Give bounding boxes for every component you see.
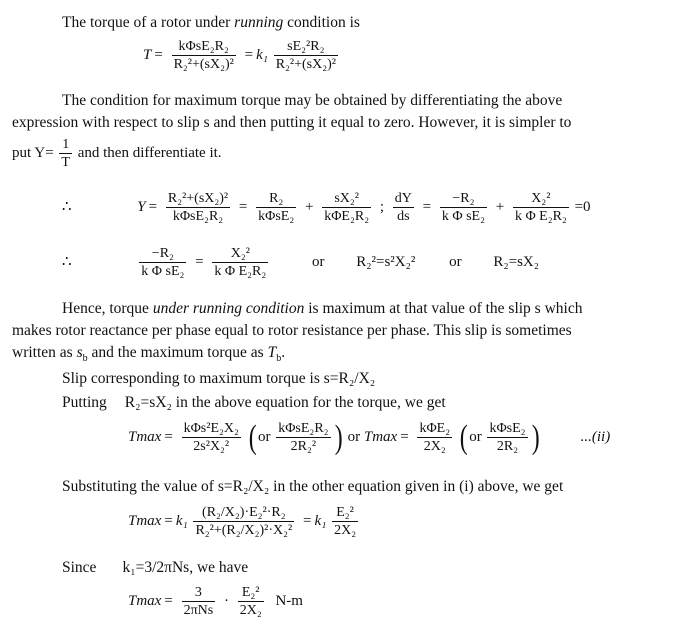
or-word: or [312, 253, 325, 270]
fraction-denominator: kΦsE₂ [258, 209, 295, 224]
fraction-numerator: kΦE₂ [419, 421, 451, 436]
torque-fraction-2 [274, 38, 338, 73]
fraction-denominator: 2s²X₂² [193, 439, 230, 454]
y-symbol: Y [137, 198, 146, 215]
fraction-numerator: kΦsE₂R₂ [278, 421, 329, 436]
reciprocal-fraction [59, 136, 72, 171]
or-word: or [347, 428, 361, 445]
max-torque-sentence-2: expression with respect to slip s and then putting it equal to zero. However, it is simpler to [12, 114, 572, 131]
putting-word: Putting [62, 394, 107, 411]
fraction-denominator: R₂²+(R₂/X₂)²·X₂² [195, 523, 293, 538]
y-fraction-3 [322, 190, 371, 225]
fraction-denominator: k Φ E₂R₂ [514, 209, 567, 224]
tmax-fraction-4 [487, 420, 527, 455]
constant-k1: k₁ [175, 512, 188, 529]
fraction-numerator: kΦsE₂ [489, 421, 526, 436]
y-fraction-1 [166, 190, 230, 225]
condition-equation: ∴ $\frac{\text{−R₂}}{\text{k Φ sE₂}}$ = $\frac{\text{X₂²}}{\text{k Φ E₂R₂}}$ or R₂²=s²X₂² or R₂=sX₂ [62, 246, 539, 279]
fraction-numerator: sX₂² [322, 190, 371, 208]
put-y-text-end: and then differentiate it. [77, 144, 222, 161]
therefore-symbol: ∴ [62, 198, 72, 215]
fraction-denominator: 2R₂² [290, 439, 317, 454]
fraction-denominator: kΦsE₂R₂ [172, 209, 224, 224]
fraction-numerator: sE₂²R₂ [274, 38, 338, 56]
tmax-symbol: Tmax [128, 428, 162, 445]
putting-line [62, 394, 446, 412]
intro-emphasis: running [234, 14, 284, 31]
period: . [281, 344, 286, 361]
fraction-numerator: −R₂ [139, 245, 186, 263]
fraction-numerator: kΦsE₂R₂ [172, 38, 236, 56]
fraction-denominator: 2πNs [183, 603, 214, 618]
written-as-text: written as [12, 344, 77, 361]
hence-sentence-3 [12, 344, 285, 368]
fraction-denominator: R₂²+(sX₂)² [173, 57, 234, 72]
hence-sentence-2: makes rotor reactance per phase equal to rotor resistance per phase. This slip is sometimes [12, 322, 572, 339]
tmax-long-fraction [193, 504, 294, 539]
therefore-symbol: ∴ [62, 253, 72, 270]
hence-sentence-1 [62, 300, 582, 318]
fraction-numerator: (R₂/X₂)·E₂²·R₂ [193, 504, 294, 522]
fraction-denominator: 2X₂ [423, 439, 446, 454]
tmax-fraction-3 [417, 420, 452, 455]
final-fraction-2 [238, 584, 264, 619]
put-y-text: put Y= [12, 144, 54, 161]
tmax-substituted-equation: Tmax = k₁ $\frac{\text{(R₂/X₂)·E₂²·R₂}}{\text{R₂²+(R₂/X₂)²·X₂²}}$ = k₁ $\frac{\text{E₂²}}{\text{2X₂}}$ [128, 505, 357, 538]
fraction-denominator: k Φ sE₂ [441, 209, 485, 224]
dy-ds-fraction [393, 190, 414, 225]
put-y-sentence [12, 136, 222, 171]
final-fraction-1 [182, 584, 216, 619]
condition-fraction-2 [212, 245, 268, 280]
putting-text: R₂=sX₂ in the above equation for the torque, we get [124, 394, 446, 411]
fraction-numerator: 3 [182, 584, 216, 602]
written-as-mid: and the maximum torque as [87, 344, 268, 361]
tmax-short-fraction [332, 504, 358, 539]
intro-text-end: condition is [283, 14, 360, 31]
equals-zero: =0 [574, 198, 591, 215]
torque-equation: T = $\frac{\text{kΦsE₂R₂}}{\text{R₂²+(sX₂)²}}$ = k₁ $\frac{\text{sE₂²R₂}}{\text{R₂²+(sX₂)²}}$ [143, 39, 336, 72]
tmax-equation-ii: Tmax = $\frac{\text{kΦs²E₂X₂}}{\text{2s²X₂²}}$ ( or $\frac{\text{kΦsE₂R₂}}{\text{2R₂²}}$ ) or Tmax = $\frac{\text{kΦE₂}}{\text{2X₂}}$ ( or $\frac{\text{kΦsE₂}}{\text{2R₂}}$ ) ...(ii) [128, 418, 611, 456]
torque-b-symbol: T [267, 344, 277, 361]
tmax-symbol: Tmax [128, 512, 162, 529]
tmax-symbol: Tmax [363, 428, 398, 445]
hence-text: Hence, torque [62, 300, 153, 317]
dy-fraction-2 [513, 190, 569, 225]
tmax-final-equation: Tmax = $\frac{3}{\text{2πNs}}$ · $\frac{\text{E₂²}}{\text{2X₂}}$ N-m [128, 585, 303, 618]
since-line [62, 559, 248, 577]
fraction-numerator: E₂² [332, 504, 358, 522]
intro-text: The torque of a rotor under [62, 14, 235, 31]
fraction-numerator: R₂²+(sX₂)² [167, 191, 229, 206]
fraction-numerator: −R₂ [440, 190, 487, 208]
y-fraction-2 [256, 190, 296, 225]
torque-symbol: T [143, 46, 152, 63]
fraction-denominator: R₂²+(sX₂)² [275, 57, 336, 72]
fraction-denominator: k Φ sE₂ [141, 264, 185, 279]
torque-fraction-1 [172, 38, 236, 73]
constant-k1: k₁ [256, 46, 268, 63]
equation-tag: ...(ii) [580, 428, 611, 445]
separator: ; [379, 199, 385, 215]
tmax-symbol: Tmax [128, 592, 162, 609]
tmax-fraction-1 [182, 420, 241, 455]
derivative-equation: ∴ Y = $\frac{\text{R₂²+(sX₂)²}}{\text{kΦsE₂R₂}}$ = $\frac{\text{R₂}}{\text{kΦsE₂}}$ + $\frac{\text{sX₂²}}{\text{kΦE₂R₂}}$ ; $\frac{dY}{ds}$ = $\frac{\text{−R₂}}{\text{k Φ sE₂}}$ + $\frac{\text{X₂²}}{\text{k Φ E₂R₂}}$ =0 [62, 191, 591, 224]
fraction-denominator: ds [397, 209, 410, 224]
fraction-numerator: E₂² [238, 584, 264, 602]
fraction-denominator: T [61, 155, 70, 170]
max-torque-sentence-1: The condition for maximum torque may be obtained by differentiating the above [62, 92, 563, 109]
or-word: or [469, 428, 482, 445]
torque-subscript: b [276, 353, 282, 365]
fraction-denominator: k Φ E₂R₂ [214, 264, 267, 279]
fraction-denominator: kΦE₂R₂ [324, 209, 370, 224]
dy-fraction-1 [440, 190, 487, 225]
hence-emphasis: under running condition [152, 300, 305, 317]
slip-symbol: s [76, 344, 83, 361]
substituting-line: Substituting the value of s=R₂/X₂ in the other equation given in (i) above, we get [62, 478, 564, 495]
fraction-numerator: dY [394, 191, 412, 206]
r-squared-relation: R₂²=s²X₂² [356, 253, 416, 270]
fraction-numerator: kΦs²E₂X₂ [183, 421, 239, 436]
fraction-numerator: X₂² [212, 245, 268, 263]
fraction-numerator: R₂ [256, 190, 296, 208]
hence-text-end: is maximum at that value of the slip s which [304, 300, 583, 317]
intro-sentence [62, 14, 360, 32]
since-word: Since [62, 559, 97, 576]
r-equals-sx: R₂=sX₂ [493, 253, 539, 270]
since-text: k₁=3/2πNs, we have [122, 559, 249, 576]
constant-k1: k₁ [314, 512, 327, 529]
fraction-denominator: 2X₂ [239, 603, 262, 618]
slip-max-torque-line: Slip corresponding to maximum torque is s=R₂/X₂ [62, 370, 376, 387]
condition-fraction-1 [139, 245, 186, 280]
fraction-numerator: X₂² [513, 190, 569, 208]
unit-label: N-m [275, 592, 303, 609]
or-word: or [449, 253, 462, 270]
tmax-fraction-2 [276, 420, 330, 455]
fraction-numerator: 1 [59, 136, 72, 154]
or-word: or [257, 428, 271, 445]
fraction-denominator: 2R₂ [496, 439, 519, 454]
fraction-denominator: 2X₂ [334, 523, 357, 538]
slip-subscript: b [82, 353, 88, 365]
